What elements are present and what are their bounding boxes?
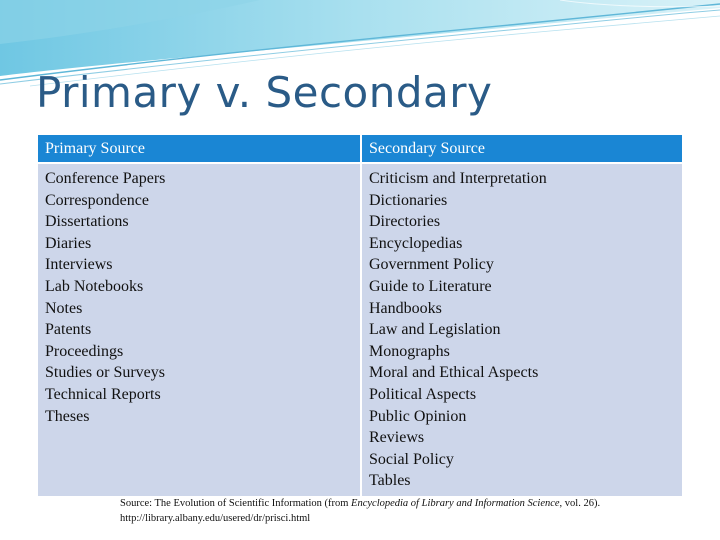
- list-item: Diaries: [45, 234, 92, 252]
- list-item: Patents: [45, 321, 92, 339]
- list-item: Theses: [45, 407, 90, 425]
- list-item: Lab Notebooks: [45, 277, 144, 295]
- citation-prefix: Source: The Evolution of Scientific Information (from: [120, 498, 352, 509]
- list-item: Interviews: [45, 256, 113, 274]
- secondary-source-header: Secondary Source: [361, 134, 683, 163]
- list-item: Directories: [369, 213, 441, 231]
- list-item: Handbooks: [369, 299, 442, 317]
- sources-table: [36, 133, 684, 498]
- list-item: Studies or Surveys: [45, 364, 165, 382]
- list-item: Encyclopedias: [369, 234, 463, 252]
- list-item: Government Policy: [369, 256, 494, 274]
- primary-sources-cell: [37, 163, 361, 497]
- list-item: Law and Legislation: [369, 321, 501, 339]
- citation-work-title: Encyclopedia of Library and Information Science: [351, 498, 560, 509]
- table-header-row: [37, 134, 683, 163]
- list-item: Political Aspects: [369, 385, 477, 403]
- list-item: Proceedings: [45, 342, 124, 360]
- source-citation: [120, 496, 620, 526]
- list-item: Criticism and Interpretation: [369, 170, 547, 187]
- slide-title: Primary v. Secondary: [36, 68, 493, 117]
- list-item: Dictionaries: [369, 191, 448, 209]
- list-item: Dissertations: [45, 213, 129, 231]
- list-item: Guide to Literature: [369, 277, 492, 295]
- citation-suffix: , vol. 26).: [559, 498, 601, 509]
- primary-source-header: Primary Source: [37, 134, 361, 163]
- list-item: Notes: [45, 299, 83, 317]
- list-item: Public Opinion: [369, 407, 467, 425]
- citation-url: http://library.albany.edu/usered/dr/prisci.html: [120, 513, 311, 524]
- list-item: Social Policy: [369, 450, 454, 468]
- list-item: Tables: [369, 472, 411, 490]
- list-item: Technical Reports: [45, 385, 161, 403]
- list-item: Correspondence: [45, 191, 149, 209]
- list-item: Conference Papers: [45, 170, 166, 187]
- list-item: Moral and Ethical Aspects: [369, 364, 539, 382]
- list-item: Monographs: [369, 342, 450, 360]
- table-row: [37, 163, 683, 497]
- list-item: Reviews: [369, 429, 425, 447]
- secondary-sources-cell: [361, 163, 683, 497]
